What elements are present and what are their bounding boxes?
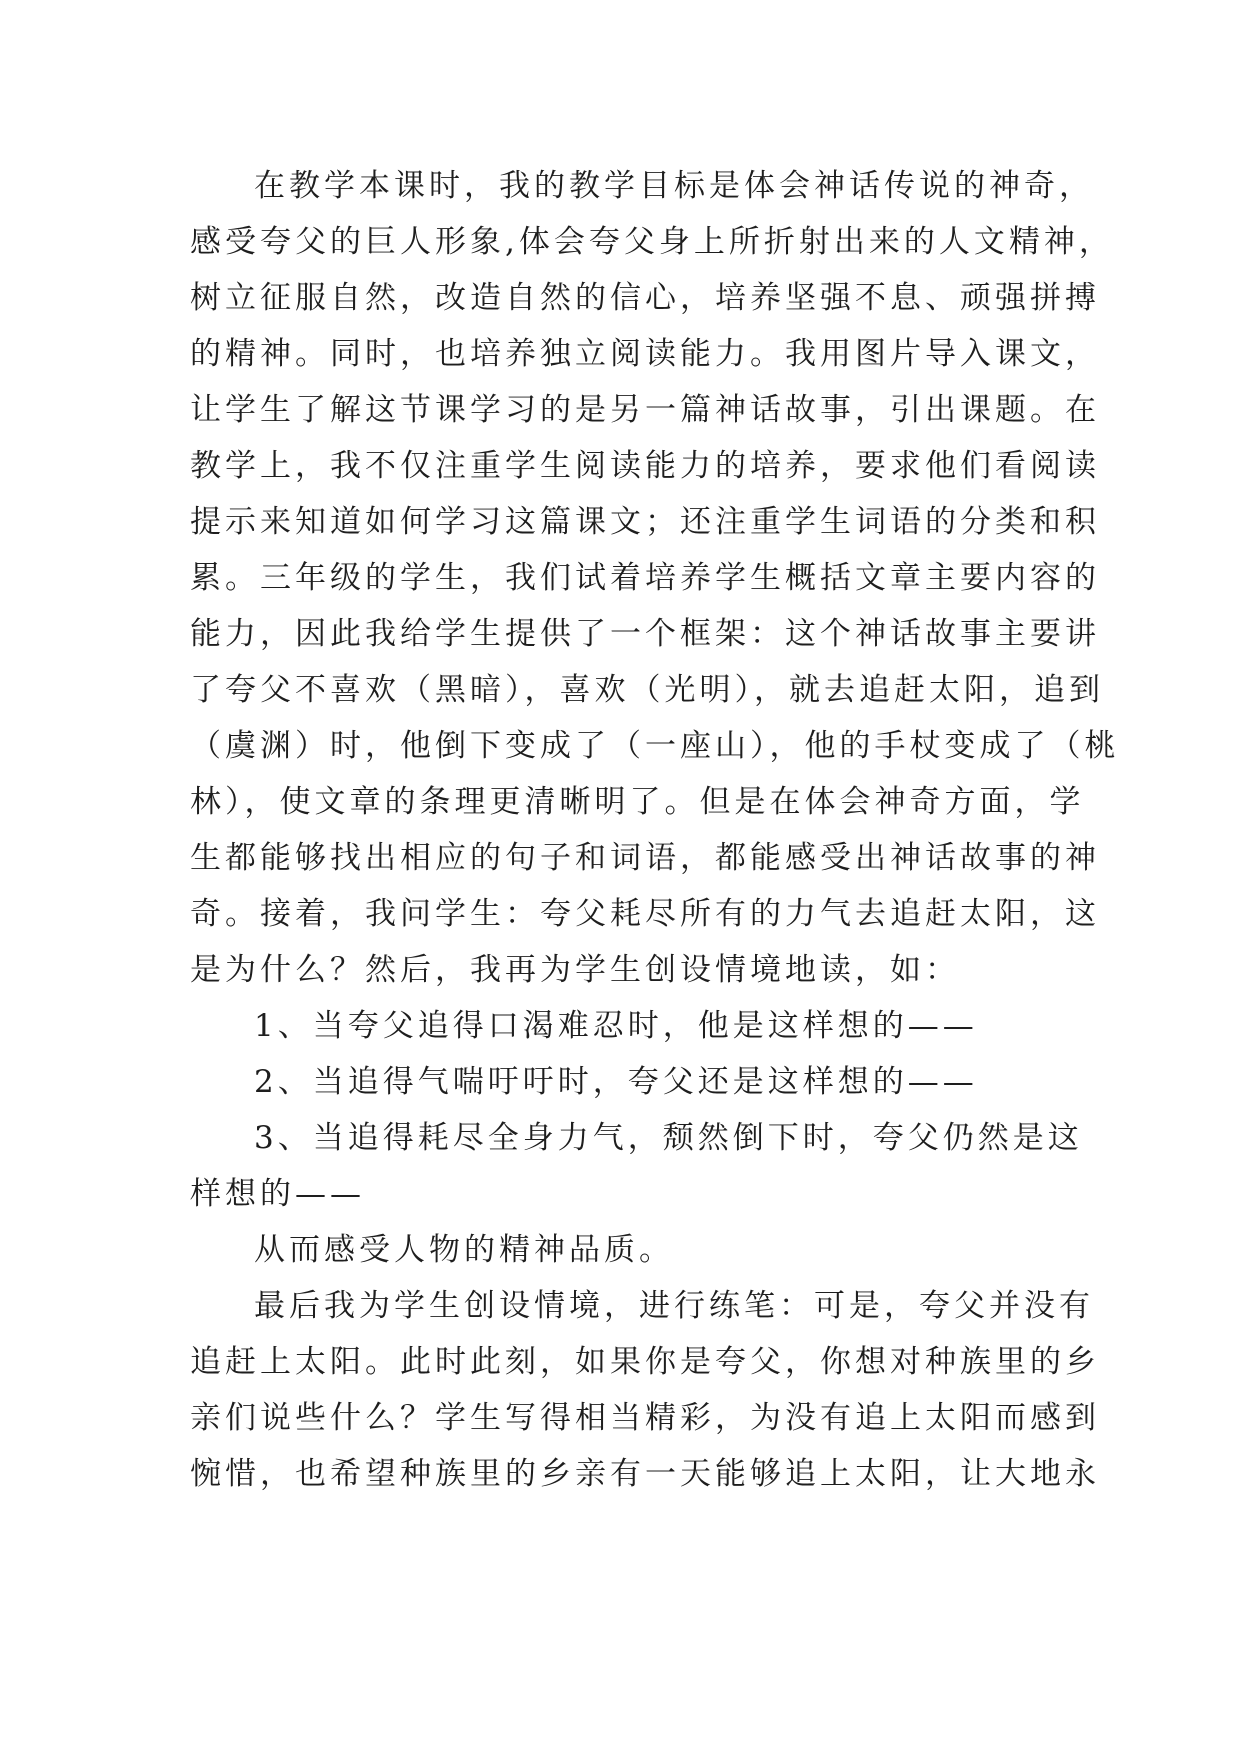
paragraph-line: 在教学本课时，我的教学目标是体会神话传说的神奇， xyxy=(254,168,1094,204)
paragraph-line: 提示来知道如何学习这篇课文；还注重学生词语的分类和积 xyxy=(190,504,1100,540)
paragraph-line: 惋惜，也希望种族里的乡亲有一天能够追上太阳，让大地永 xyxy=(190,1456,1100,1492)
paragraph-line: 生都能够找出相应的句子和词语，都能感受出神话故事的神 xyxy=(190,840,1100,876)
paragraph-line: 亲们说些什么？学生写得相当精彩，为没有追上太阳而感到 xyxy=(190,1400,1100,1436)
list-item-3: 3、当追得耗尽全身力气，颓然倒下时，夸父仍然是这 xyxy=(254,1120,1083,1156)
paragraph-line: 累。三年级的学生，我们试着培养学生概括文章主要内容的 xyxy=(190,560,1100,596)
list-item-3-continuation: 样想的—— xyxy=(190,1176,365,1212)
paragraph-line: 的精神。同时，也培养独立阅读能力。我用图片导入课文， xyxy=(190,336,1100,372)
list-item-2: 2、当追得气喘吁吁时，夸父还是这样想的—— xyxy=(254,1064,978,1100)
paragraph-line: 从而感受人物的精神品质。 xyxy=(254,1232,674,1268)
list-item-1: 1、当夸父追得口渴难忍时，他是这样想的—— xyxy=(254,1008,978,1044)
paragraph-line: 林），使文章的条理更清晰明了。但是在体会神奇方面，学 xyxy=(190,784,1085,820)
paragraph-line: 感受夸父的巨人形象,体会夸父身上所折射出来的人文精神， xyxy=(190,224,1114,260)
paragraph-line: 是为什么？然后，我再为学生创设情境地读，如： xyxy=(190,952,960,988)
paragraph-line: （虞渊）时，他倒下变成了（一座山），他的手杖变成了（桃 xyxy=(190,728,1120,764)
paragraph-line: 能力，因此我给学生提供了一个框架：这个神话故事主要讲 xyxy=(190,616,1100,652)
paragraph-line: 教学上，我不仅注重学生阅读能力的培养，要求他们看阅读 xyxy=(190,448,1100,484)
paragraph-line: 追赶上太阳。此时此刻，如果你是夸父，你想对种族里的乡 xyxy=(190,1344,1100,1380)
paragraph-line: 最后我为学生创设情境，进行练笔：可是，夸父并没有 xyxy=(254,1288,1094,1324)
paragraph-line: 让学生了解这节课学习的是另一篇神话故事，引出课题。在 xyxy=(190,392,1100,428)
paragraph-line: 了夸父不喜欢（黑暗），喜欢（光明），就去追赶太阳，追到 xyxy=(190,672,1104,708)
paragraph-line: 树立征服自然，改造自然的信心，培养坚强不息、顽强拼搏 xyxy=(190,280,1100,316)
paragraph-line: 奇。接着，我问学生：夸父耗尽所有的力气去追赶太阳，这 xyxy=(190,896,1100,932)
